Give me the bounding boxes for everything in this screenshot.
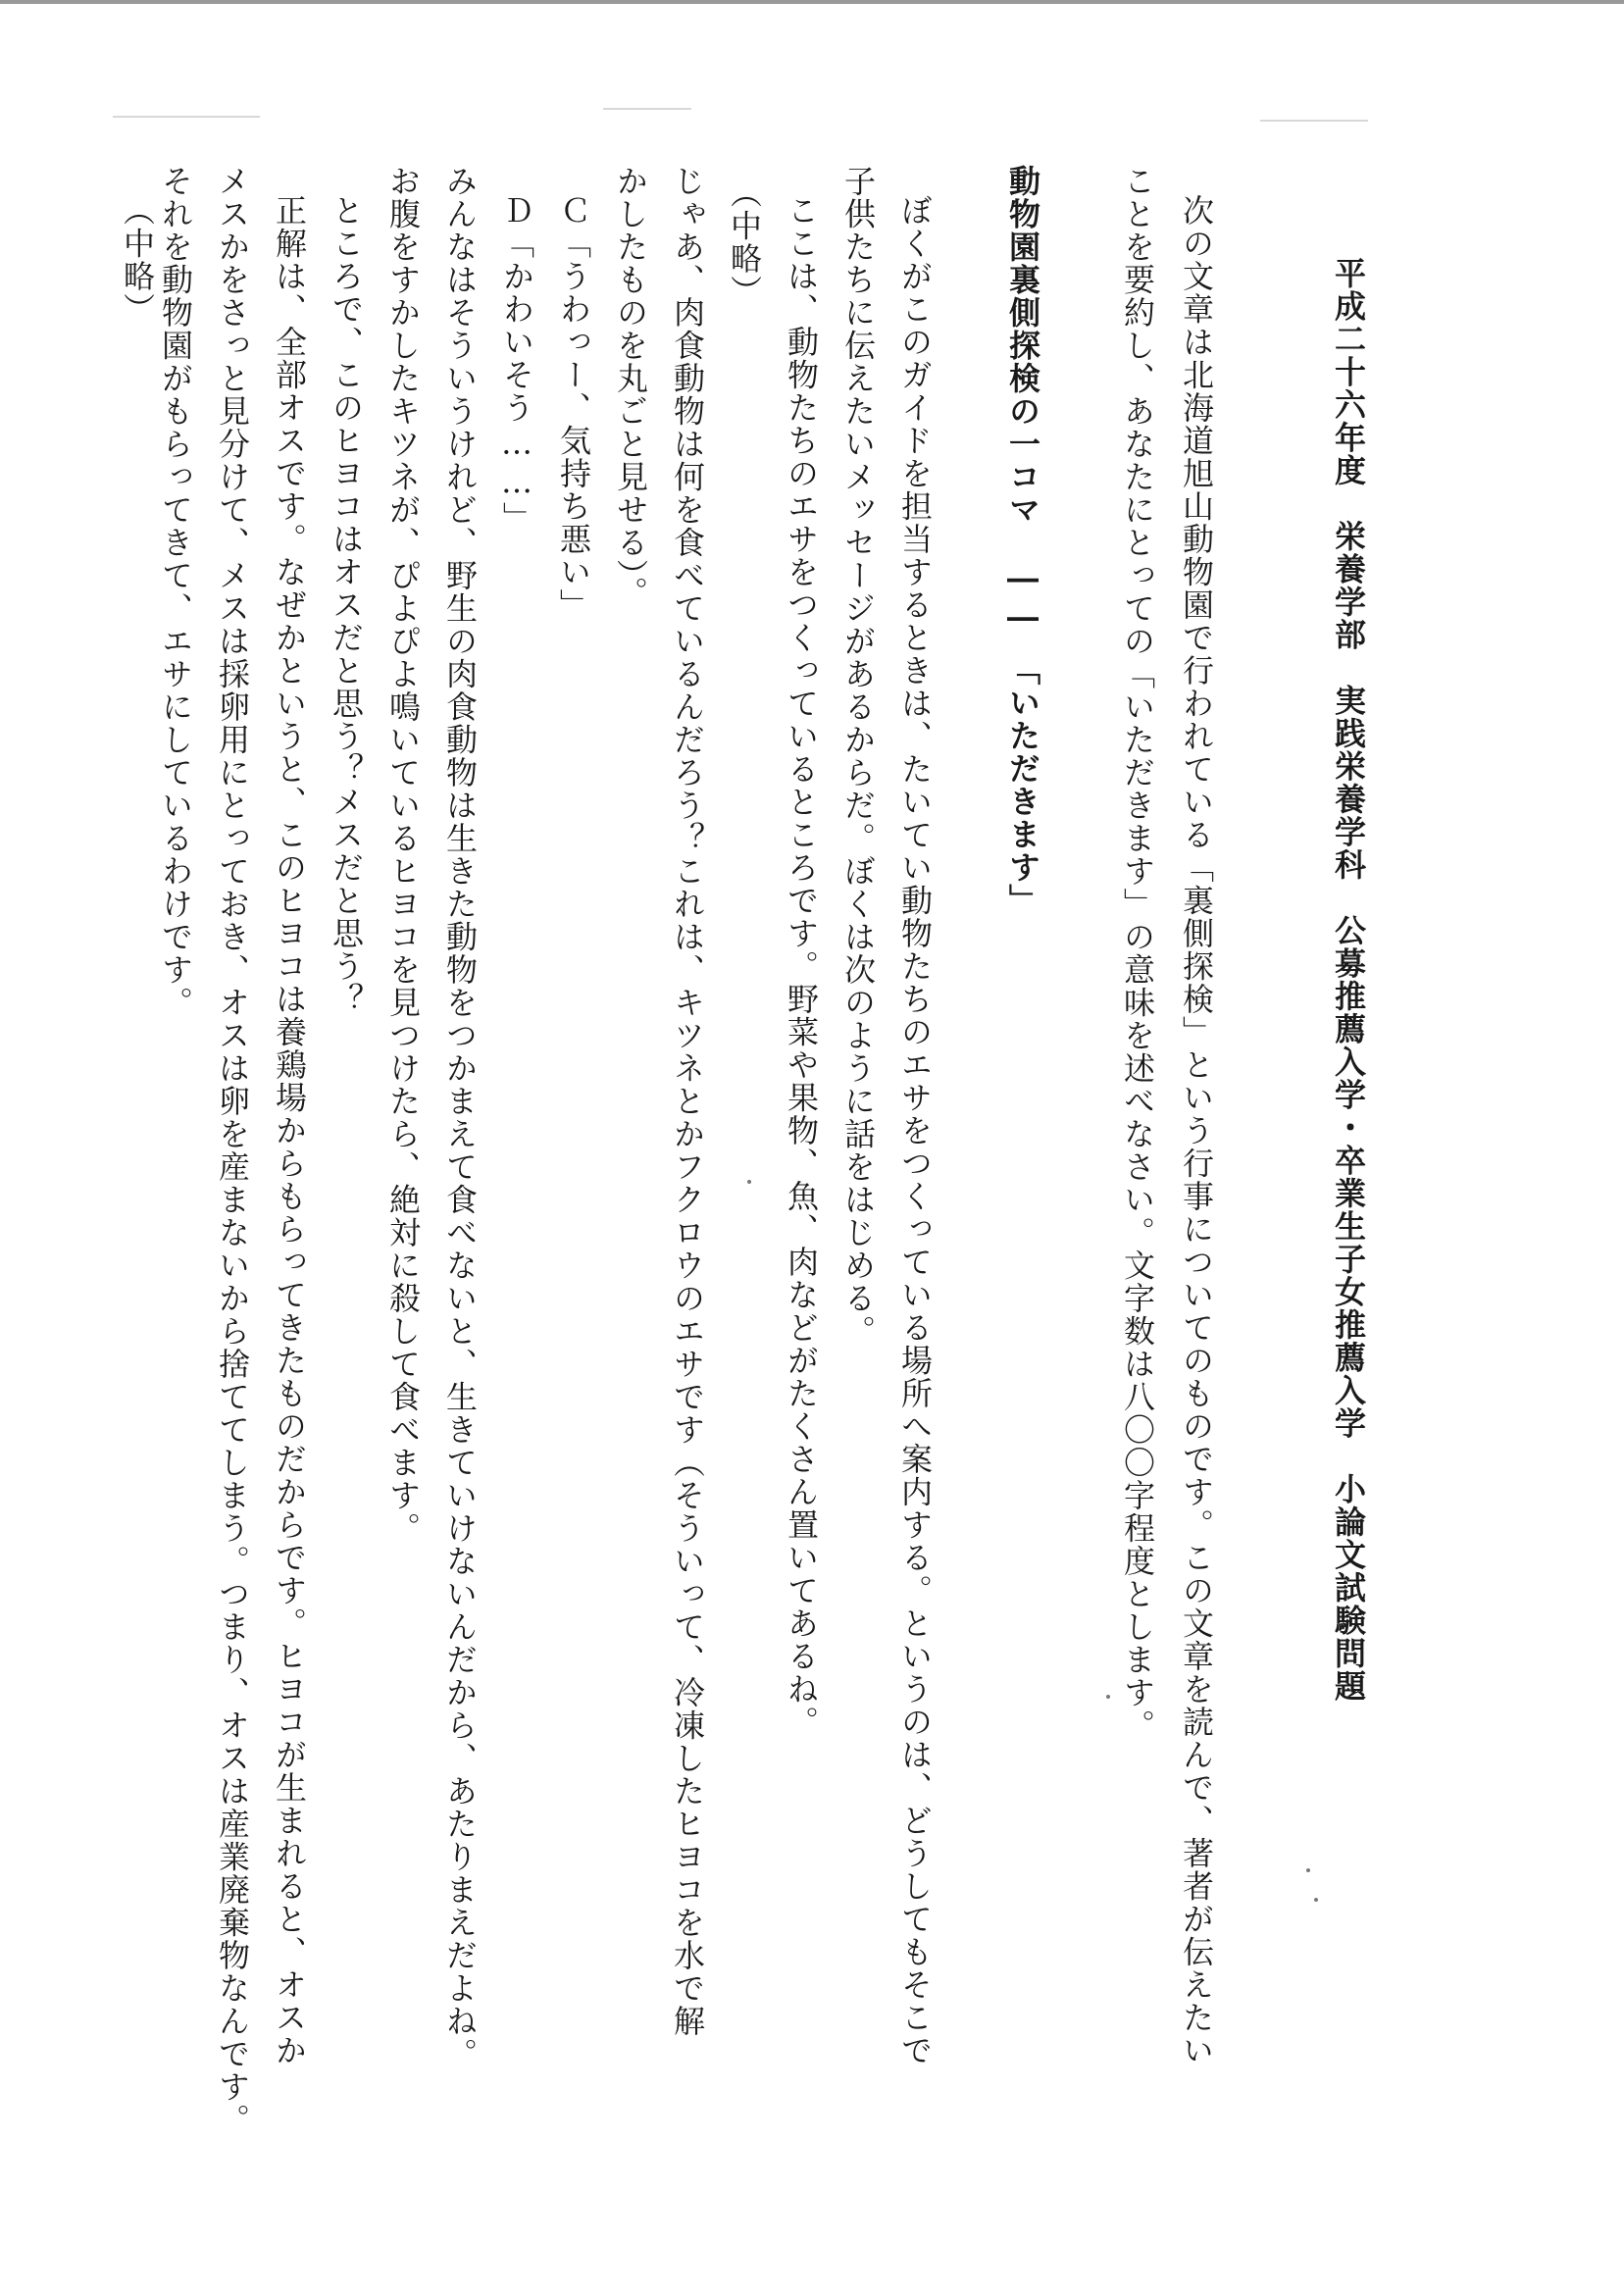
scan-artifact — [603, 108, 691, 110]
passage-line-7: Ｃ「うわっー、気持ち悪い」 — [555, 194, 592, 622]
scan-artifact — [1314, 1898, 1318, 1902]
passage-line-11: ところで、このヒヨコはオスだと思う？メスだと思う？ — [328, 194, 365, 1016]
passage-line-14: それを動物園がもらってきて、エサにしているわけです。 — [157, 165, 194, 1019]
passage-line-5: じゃあ、肉食動物は何を食べているんだろう？これは、キツネとかフクロウのエサです（そういって、冷凍したヒヨコを水で解 — [669, 165, 706, 2038]
passage-line-10: お腹をすかしたキツネが、ぴよぴよ鳴いているヒヨコを見つけたら、絶対に殺して食べます。 — [384, 165, 422, 1545]
passage-line-12: 正解は、全部オスです。なぜかというと、このヒヨコは養鶏場からもらってきたものだからです。ヒヨコが生まれると、オスか — [271, 194, 308, 2067]
passage-line-13: メスかをさっと見分けて、メスは採卵用にとっておき、オスは卵を産まないから捨ててしまう。つまり、オスは産業廃棄物なんです。 — [214, 165, 251, 2136]
scan-artifact — [113, 116, 260, 118]
passage-line-9: みんなはそういうけれど、野生の肉食動物は生きた動物をつかまえて食べないと、生きていけないんだから、あたりまえだよね。 — [441, 165, 479, 2070]
passage-line-1: ぼくがこのガイドを担当するときは、たいてい動物たちのエサをつくっている場所へ案内する。というのは、どうしてもそこで — [896, 194, 934, 2067]
instruction-line-1: 次の文章は北海道旭山動物園で行われている「裏側探検」という行事についてのものです。この文章を読んで、著者が伝えたい — [1178, 194, 1215, 2067]
scan-artifact — [747, 1180, 751, 1184]
section-heading: 動物園裏側探検の一コマ ―― 「いただきます」 — [1004, 165, 1041, 917]
passage-line-8: Ｄ「かわいそう……」 — [498, 194, 535, 535]
passage-line-3: ここは、動物たちのエサをつくっているところです。野菜や果物、魚、肉などがたくさん置いてあるね。 — [783, 194, 820, 1739]
scan-edge — [0, 0, 1624, 4]
scan-artifact — [1260, 120, 1368, 122]
scan-artifact — [1306, 1868, 1310, 1872]
passage-line-2: 子供たちに伝えたいメッセージがあるからだ。ぼくは次のように話をはじめる。 — [839, 165, 877, 1348]
passage-line-4: （中略） — [726, 177, 763, 308]
passage-line-15: （中略） — [119, 194, 156, 326]
exam-title: 平成二十六年度 栄養学部 実践栄養学科 公募推薦入学・卒業生子女推薦入学 小論文試験問題 — [1330, 257, 1367, 1703]
scan-artifact — [1106, 1695, 1110, 1699]
passage-line-6: かしたものを丸ごと見せる）。 — [612, 165, 649, 609]
instruction-line-2: ことを要約し、あなたにとっての「いただきます」の意味を述べなさい。文字数は八〇〇字程度とします。 — [1119, 165, 1156, 1742]
